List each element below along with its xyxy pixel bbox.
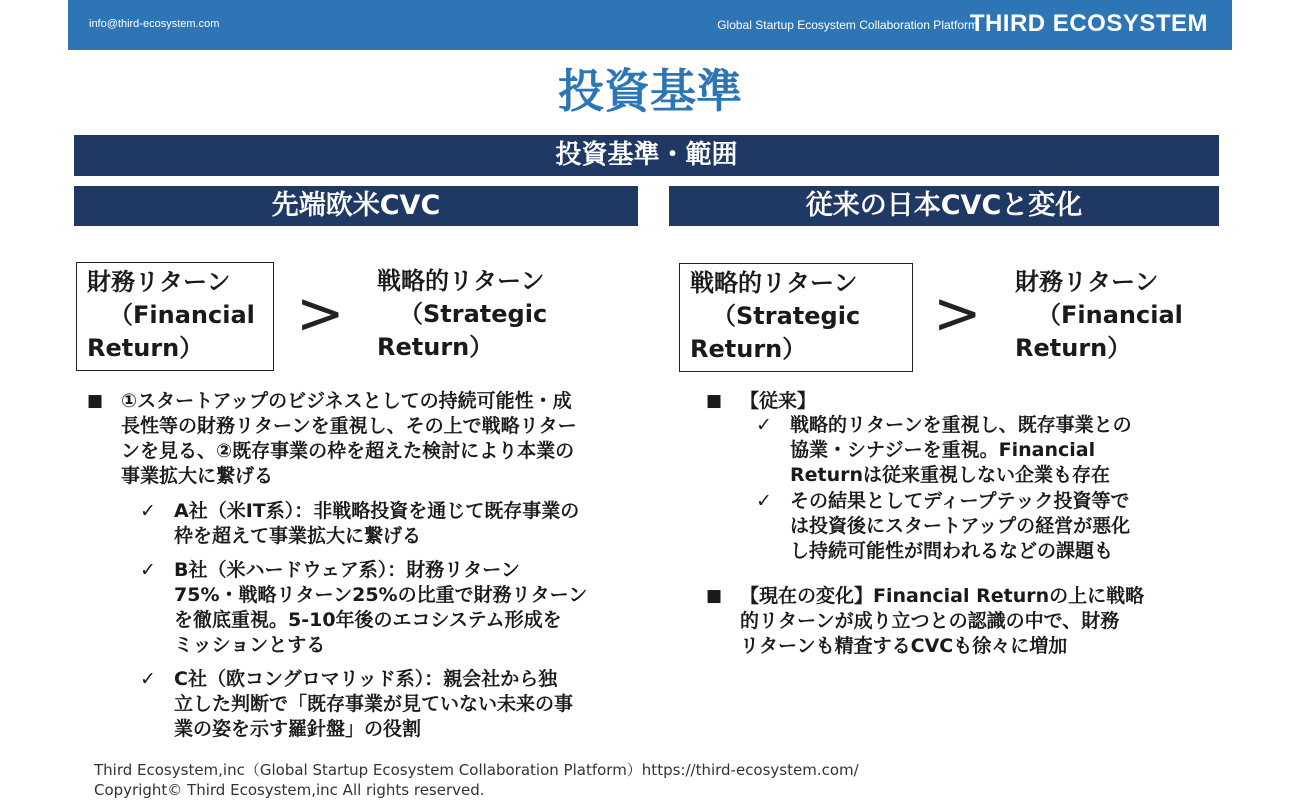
right-secondary-label: [1015, 266, 1183, 365]
header-bar: [68, 0, 1232, 50]
text-line: 立した判断で「既存事業が見ていない未来の事: [174, 693, 574, 715]
check-text: [790, 489, 1130, 564]
left-sec-line-3: Return）: [377, 333, 494, 361]
checkmark-icon: ✓: [756, 414, 772, 436]
check-text: [174, 558, 587, 658]
left-secondary-label: [377, 265, 547, 364]
right-box-line-1: 戦略的リターン: [690, 269, 858, 297]
footer: [94, 760, 859, 800]
check-text: [790, 413, 1132, 488]
square-bullet-icon: ■: [706, 391, 723, 411]
right-bullet-label: 【従来】: [740, 390, 817, 412]
text-line: 的リターンが成り立つとの認識の中で、財務: [740, 610, 1120, 632]
right-check-item-2: [756, 489, 1196, 564]
text-line: 75%・戦略リターン25%の比重で財務リターン: [174, 584, 588, 606]
right-heading: 従来の日本CVCと変化: [669, 186, 1219, 226]
left-bullet-text: [121, 389, 577, 489]
text-line: ンを見る、②既存事業の枠を超えた検討により本業の: [121, 440, 575, 462]
text-line: その結果としてディープテック投資等で: [790, 490, 1130, 512]
left-primary-box: [76, 262, 274, 371]
text-line: C社（欧コングロマリッド系）：親会社から独: [174, 668, 558, 690]
right-sec-line-3: Return）: [1015, 334, 1132, 362]
left-check-item-a: [140, 499, 640, 549]
text-line: ミッションとする: [174, 634, 326, 656]
page-title: 投資基準: [558, 64, 742, 118]
text-line: リターンも精査するCVCも徐々に増加: [740, 635, 1068, 657]
text-line: 協業・シナジーを重視。Financial: [790, 439, 1096, 461]
left-sec-line-2: （Strategic: [399, 300, 548, 328]
right-check-item-1: [756, 413, 1196, 488]
header-tagline: Global Startup Ecosystem Collaboration Platform: [717, 18, 978, 32]
text-line: 事業拡大に繋げる: [121, 465, 274, 487]
text-line: 長性等の財務リターンを重視し、その上で戦略リター: [121, 415, 577, 437]
contact-email[interactable]: info@third-ecosystem.com: [89, 18, 220, 30]
checkmark-icon: ✓: [756, 490, 772, 512]
left-box-line-2: （Financial: [109, 301, 255, 329]
text-line: 【現在の変化】Financial Returnの上に戦略: [740, 585, 1145, 607]
left-greater-than: >: [296, 279, 345, 347]
text-line: 枠を超えて事業拡大に繋げる: [174, 525, 422, 547]
text-line: ①スタートアップのビジネスとしての持続可能性・成: [121, 390, 572, 412]
right-sec-line-1: 財務リターン: [1015, 268, 1159, 296]
brand-logo: THIRD ECOSYSTEM: [969, 10, 1208, 37]
left-box-line-3: Return）: [87, 334, 204, 362]
text-line: 戦略的リターンを重視し、既存事業との: [790, 414, 1132, 436]
right-box-line-2: （Strategic: [712, 302, 861, 330]
left-bullet: [87, 389, 647, 489]
square-bullet-icon: ■: [87, 391, 104, 411]
section-band: 投資基準・範囲: [74, 135, 1219, 176]
text-line: A社（米IT系）：非戦略投資を通じて既存事業の: [174, 500, 580, 522]
right-bullet-traditional: [706, 389, 1186, 415]
left-box-line-1: 財務リターン: [87, 268, 231, 296]
right-bullet2-text: [740, 584, 1144, 659]
text-line: を徹底重視。5-10年後のエコシステム形成を: [174, 609, 562, 631]
left-check-item-c: [140, 667, 640, 742]
text-line: B社（米ハードウェア系）：財務リターン: [174, 559, 520, 581]
right-sec-line-2: （Financial: [1037, 301, 1183, 329]
checkmark-icon: ✓: [140, 559, 156, 581]
right-primary-box: [679, 263, 913, 372]
checkmark-icon: ✓: [140, 668, 156, 690]
left-sec-line-1: 戦略的リターン: [377, 267, 545, 295]
left-check-item-b: [140, 558, 640, 658]
check-text: [174, 499, 579, 549]
square-bullet-icon: ■: [706, 586, 723, 606]
right-greater-than: >: [933, 279, 982, 347]
text-line: Returnは従来重視しない企業も存在: [790, 464, 1111, 486]
text-line: は投資後にスタートアップの経営が悪化: [790, 515, 1131, 537]
text-line: 業の姿を示す羅針盤」の役割: [174, 718, 422, 740]
right-box-line-3: Return）: [690, 335, 807, 363]
footer-copyright: Copyright© Third Ecosystem,inc All rights reserved.: [94, 781, 485, 799]
right-bullet-current-change: [706, 584, 1186, 660]
footer-company-line: Third Ecosystem,inc（Global Startup Ecosystem Collaboration Platform）https://third-ecosystem.com/: [94, 761, 859, 779]
checkmark-icon: ✓: [140, 500, 156, 522]
check-text: [174, 667, 573, 742]
left-heading: 先端欧米CVC: [74, 186, 638, 226]
text-line: し持続可能性が問われるなどの課題も: [790, 540, 1114, 562]
